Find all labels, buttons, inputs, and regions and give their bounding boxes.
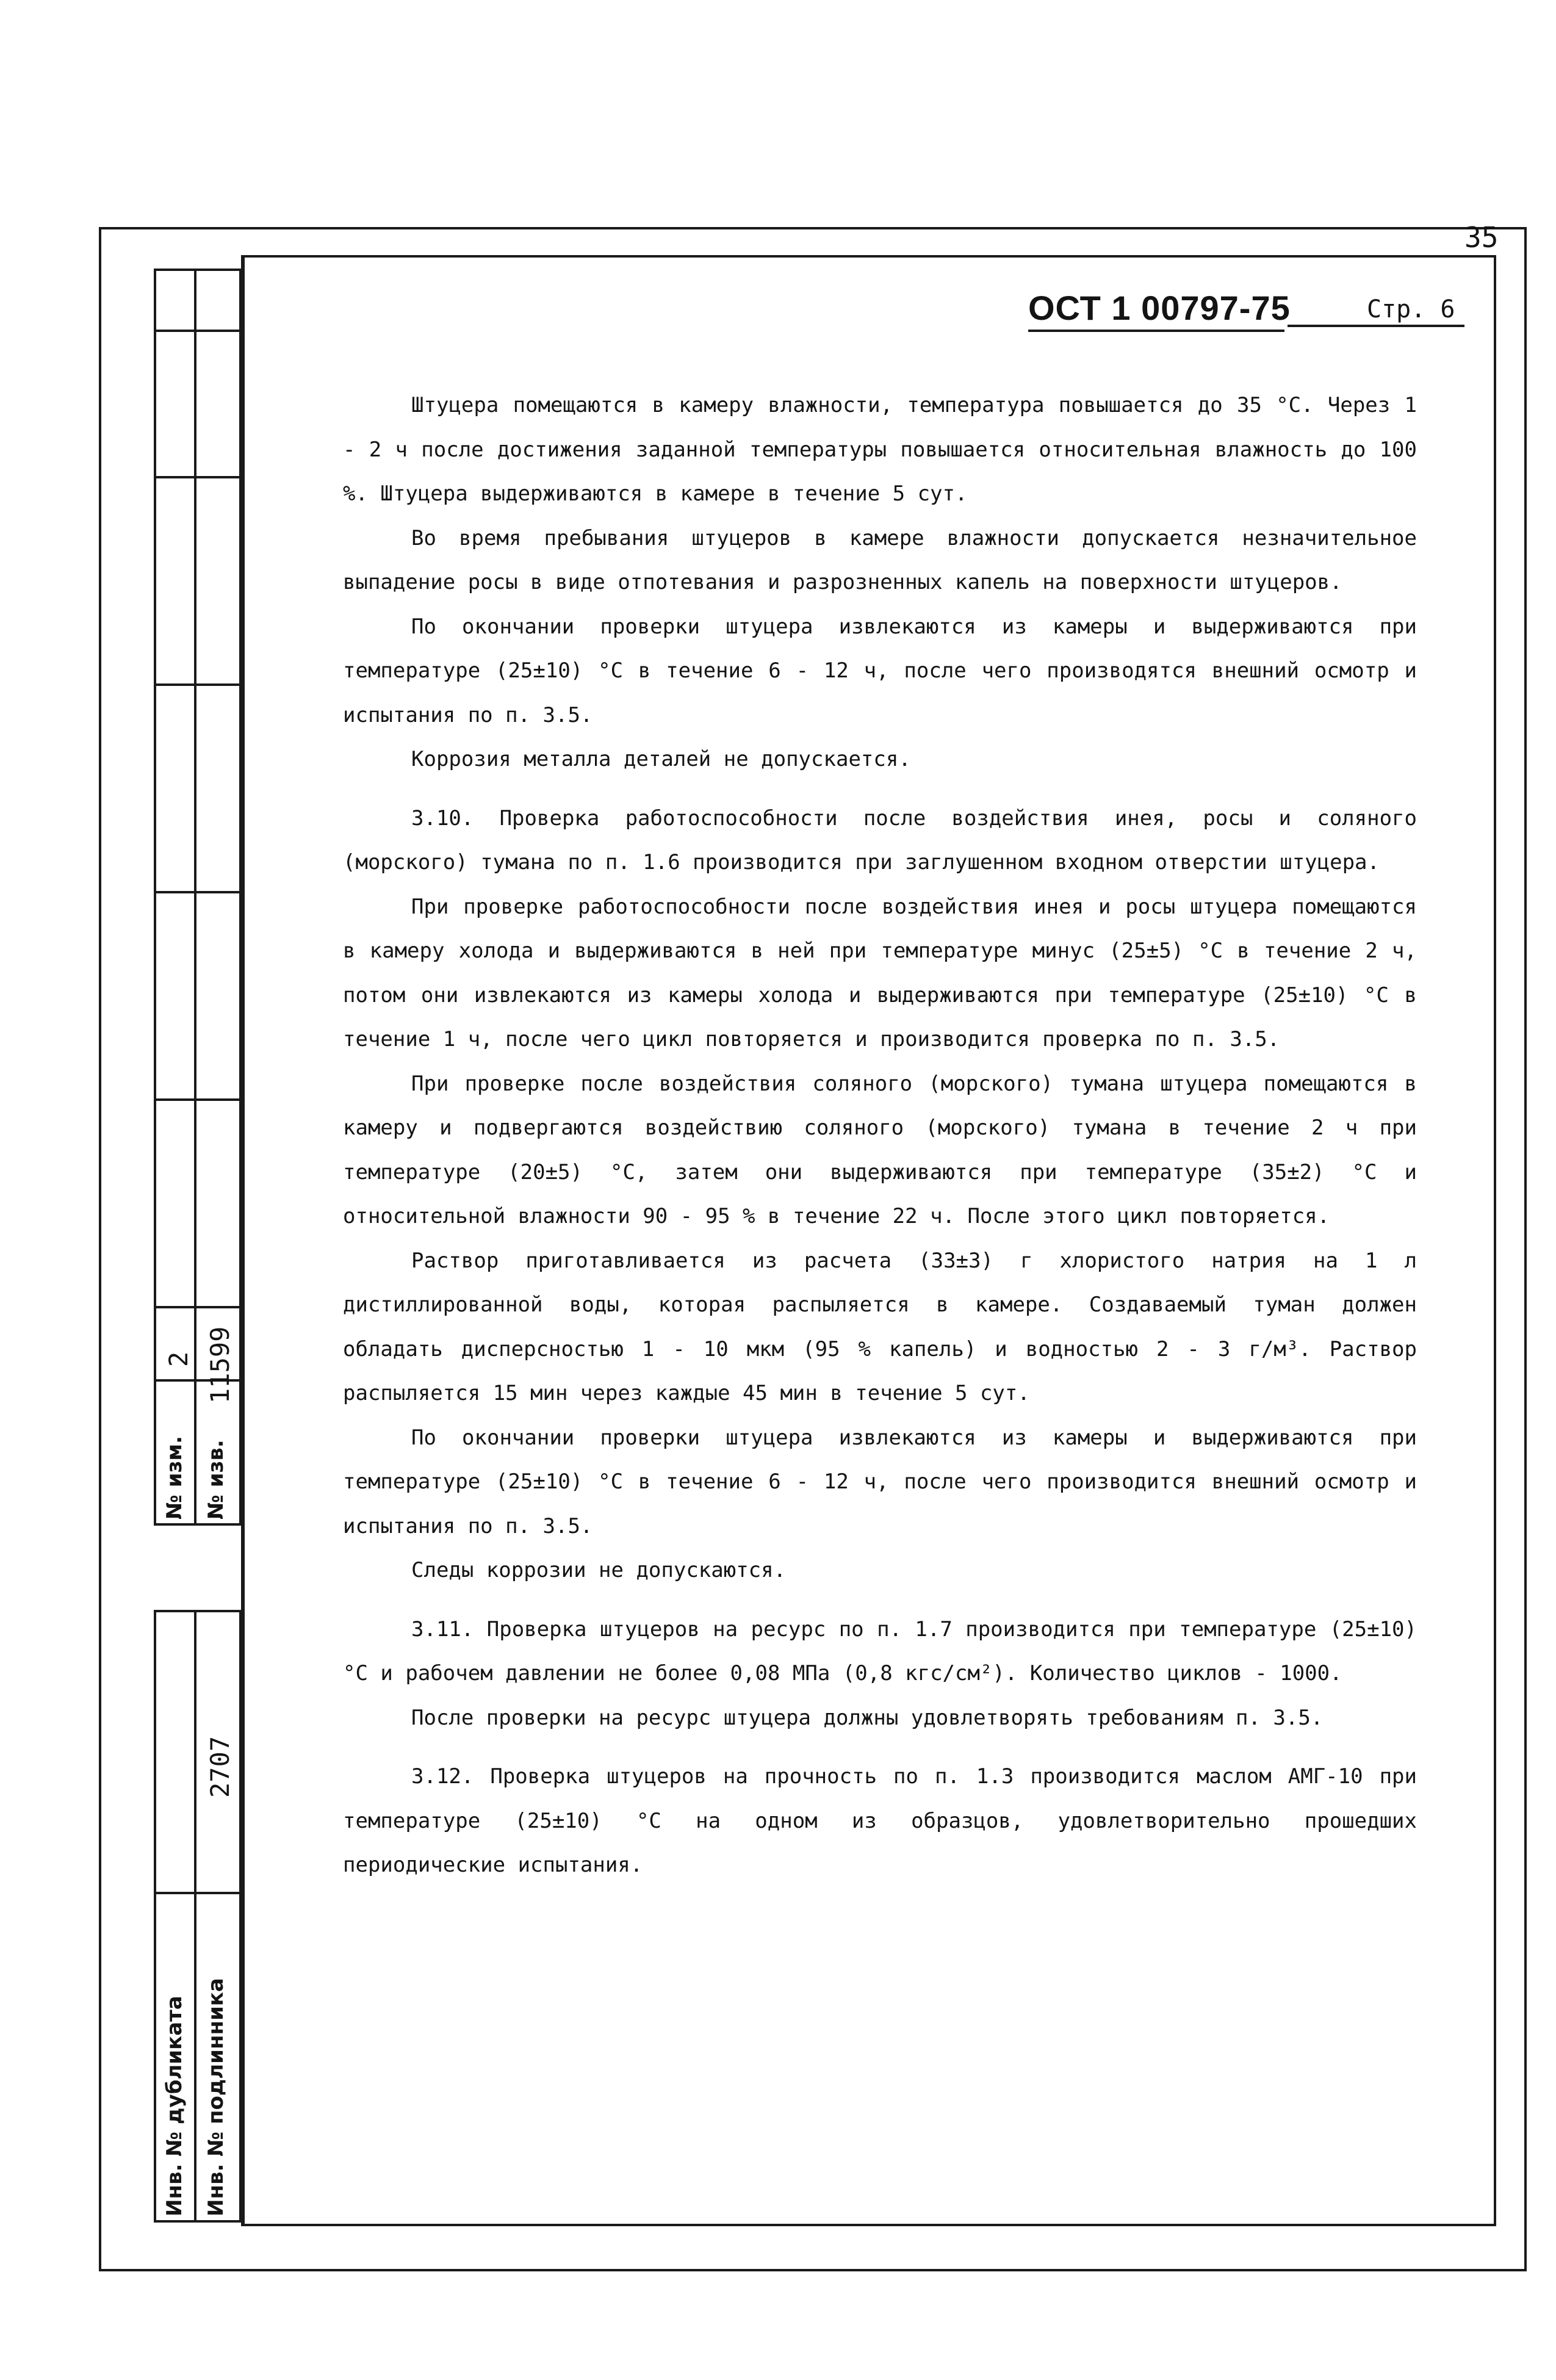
stamp-divider <box>154 1098 242 1101</box>
document-code: ОСТ 1 00797-75 <box>1028 289 1291 327</box>
stamp-divider <box>154 1306 242 1308</box>
paragraph: При проверке работоспособности после воздействия инея и росы штуцера помещаются в камеру холода и выдерживаются в ней при температуре минус (25±5) °С в течение 2 ч, потом они извлекаются из камеры холода и выдерживаются при температуре (25±10) °С в течение 1 ч, после чего цикл повторяется и производится проверка по п. 3.5. <box>343 894 1417 1051</box>
paragraph: 3.12. Проверка штуцеров на прочность по п. 1.3 производится маслом АМГ-10 при температуре (25±10) °С на одном из образцов, удовлетворительно прошедших периодические испытания. <box>343 1764 1417 1877</box>
stamp-divider <box>154 891 242 893</box>
paragraph: Во время пребывания штуцеров в камере влажности допускается незначительное выпадение росы в виде отпотевания и разрозненных капель на поверхности штуцеров. <box>343 525 1417 594</box>
page-label: Стр. 6 <box>1367 295 1455 323</box>
stamp-divider <box>194 1610 196 2223</box>
paragraph: По окончании проверки штуцера извлекаются из камеры и выдерживаются при температуре (25±10) °С в течение 6 - 12 ч, после чего производятся внешний осмотр и испытания по п. 3.5. <box>343 614 1417 727</box>
paragraph: 3.10. Проверка работоспособности после воздействия инея, росы и соляного (морского) тумана по п. 1.6 производится при заглушенном входном отверстии штуцера. <box>343 806 1417 874</box>
page-number: 35 <box>1464 221 1499 254</box>
paragraph: Штуцера помещаются в камеру влажности, температура повышается до 35 °С. Через 1 - 2 ч после достижения заданной температуры повышается относительная влажность до 100 %. Штуцера выдерживаются в камере в течение 5 сут. <box>343 393 1417 506</box>
paragraph: Раствор приготавливается из расчета (33±3) г хлористого натрия на 1 л дистиллированной воды, которая распыляется в камере. Создаваемый туман должен обладать дисперсностью 1 - 10 мкм (95 % капель) и водностью 2 - 3 г/м³. Раствор распыляется 15 мин через каждые 45 мин в течение 5 сут. <box>343 1248 1417 1405</box>
podlinnik-value: 2707 <box>205 1736 235 1798</box>
document-body <box>343 383 1417 1888</box>
paragraph: 3.11. Проверка штуцеров на ресурс по п. 1.7 производится при температуре (25±10) °С и рабочем давлении не более 0,08 МПа (0,8 кгс/см²). Количество циклов - 1000. <box>343 1617 1417 1686</box>
stamp-divider <box>194 269 196 1526</box>
paragraph: После проверки на ресурс штуцера должны удовлетворять требованиям п. 3.5. <box>411 1705 1324 1730</box>
dublikat-label: Инв. № дубликата <box>162 1996 187 2216</box>
page-label-underline <box>1288 325 1464 327</box>
paragraph: По окончании проверки штуцера извлекаются из камеры и выдерживаются при температуре (25±10) °С в течение 6 - 12 ч, после чего производится внешний осмотр и испытания по п. 3.5. <box>343 1425 1417 1538</box>
stamp-divider <box>154 1892 242 1894</box>
izm-label: № изм. <box>162 1435 187 1520</box>
stamp-divider <box>154 330 242 332</box>
paragraph: При проверке после воздействия соляного (морского) тумана штуцера помещаются в камеру и подвергаются воздействию соляного (морского) тумана в течение 2 ч при температуре (20±5) °С, затем они выдерживаются при температуре (35±2) °С и относительной влажности 90 - 95 % в течение 22 ч. После этого цикл повторяется. <box>343 1071 1417 1228</box>
podlinnik-label: Инв. № подлинника <box>204 1978 228 2216</box>
document-code-underline <box>1028 330 1284 332</box>
stamp-divider <box>154 476 242 478</box>
paragraph: Коррозия металла деталей не допускается. <box>411 747 911 771</box>
paragraph: Следы коррозии не допускаются. <box>411 1558 787 1582</box>
izv-value: 11599 <box>205 1326 235 1404</box>
stamp-divider <box>154 683 242 686</box>
izv-label: № изв. <box>204 1440 228 1520</box>
izm-value: 2 <box>164 1351 193 1367</box>
